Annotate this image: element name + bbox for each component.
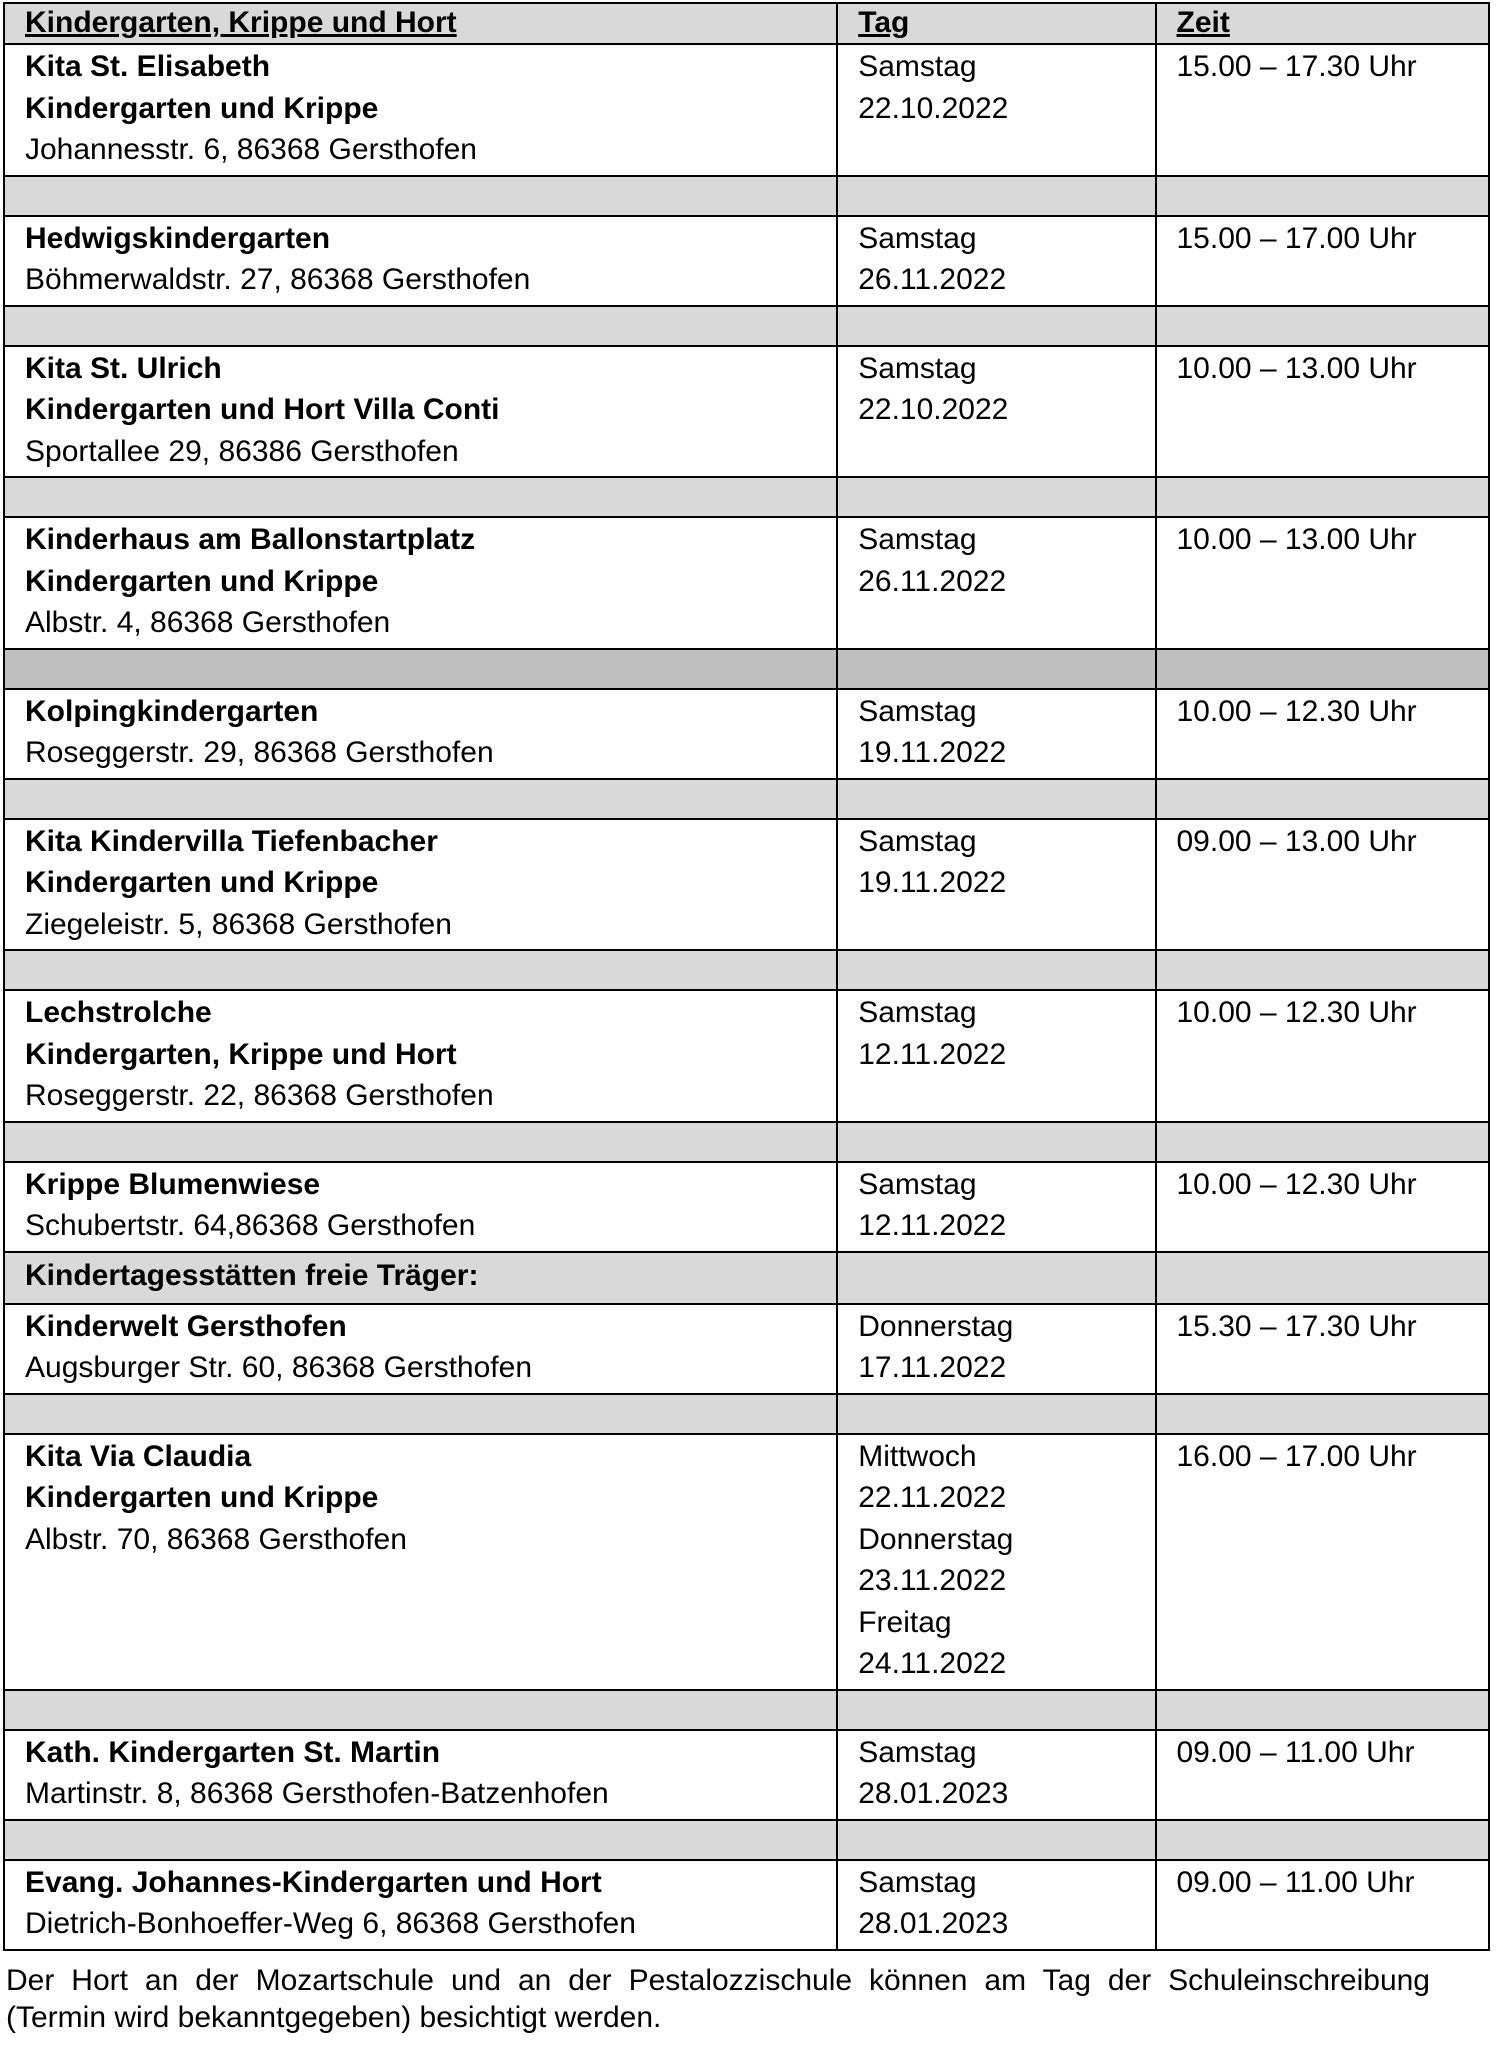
institution-address: Böhmerwaldstr. 27, 86368 Gersthofen — [25, 263, 531, 296]
footnote — [6, 1962, 1430, 2036]
institution-name: Kita St. Elisabeth — [25, 50, 271, 83]
weekday: Samstag — [858, 221, 977, 255]
institution-name: Kinderhaus am Ballonstartplatz — [25, 523, 476, 556]
schedule-table — [3, 2, 1490, 1951]
institution-row — [4, 1304, 1489, 1394]
day-cell — [837, 44, 1155, 176]
spacer-cell — [1156, 1394, 1490, 1434]
spacer-cell — [837, 477, 1155, 517]
weekday: Donnerstag — [858, 1522, 1014, 1556]
section-empty-cell — [837, 1252, 1155, 1304]
spacer-cell — [4, 1690, 837, 1730]
institution-cell — [4, 1434, 837, 1690]
spacer-cell — [4, 176, 837, 216]
time-cell: 09.00 – 13.00 Uhr — [1156, 819, 1490, 951]
institution-name: Kita Via Claudia — [25, 1439, 252, 1473]
institution-type: Kindergarten und Krippe — [25, 1481, 379, 1514]
section-heading: Kindertagesstätten freie Träger: — [4, 1252, 837, 1304]
institution-address: Roseggerstr. 22, 86368 Gersthofen — [25, 1079, 494, 1112]
institution-name: Kolpingkindergarten — [25, 694, 319, 728]
spacer-cell — [4, 1820, 837, 1860]
header-day: Tag — [837, 3, 1155, 44]
spacer-row — [4, 1820, 1489, 1860]
spacer-cell — [1156, 1820, 1490, 1860]
institution-cell — [4, 1860, 837, 1950]
spacer-row — [4, 176, 1489, 216]
institution-row — [4, 216, 1489, 306]
institution-address: Roseggerstr. 29, 86368 Gersthofen — [25, 736, 494, 769]
date: 24.11.2022 — [858, 1647, 1007, 1680]
date: 12.11.2022 — [858, 1209, 1007, 1242]
institution-name: Kinderwelt Gersthofen — [25, 1309, 347, 1343]
date: 17.11.2022 — [858, 1351, 1007, 1384]
day-cell — [837, 1860, 1155, 1950]
spacer-cell — [4, 779, 837, 819]
institution-row — [4, 44, 1489, 176]
day-cell — [837, 689, 1155, 779]
date: 19.11.2022 — [858, 736, 1007, 769]
time-cell: 15.00 – 17.30 Uhr — [1156, 44, 1490, 176]
institution-address: Johannesstr. 6, 86368 Gersthofen — [25, 133, 477, 166]
spacer-cell — [837, 306, 1155, 346]
spacer-row — [4, 1394, 1489, 1434]
spacer-cell — [1156, 1122, 1490, 1162]
time-cell: 15.30 – 17.30 Uhr — [1156, 1304, 1490, 1394]
spacer-cell — [837, 1394, 1155, 1434]
footnote-line-1: Der Hort an der Mozartschule und an der Pestalozzischule können am Tag der Schuleinschreibung — [6, 1964, 1430, 1997]
institution-cell — [4, 517, 837, 649]
institution-type: Kindergarten, Krippe und Hort — [25, 1037, 457, 1071]
date: 26.11.2022 — [858, 263, 1007, 296]
footnote-line-2: (Termin wird bekanntgegeben) besichtigt werden. — [6, 2001, 662, 2034]
date: 22.10.2022 — [858, 393, 1009, 426]
institution-row — [4, 1162, 1489, 1252]
institution-cell — [4, 1162, 837, 1252]
day-cell — [837, 990, 1155, 1122]
time-cell: 15.00 – 17.00 Uhr — [1156, 216, 1490, 306]
institution-address: Augsburger Str. 60, 86368 Gersthofen — [25, 1351, 532, 1384]
institution-cell — [4, 216, 837, 306]
institution-row — [4, 517, 1489, 649]
institution-address: Dietrich-Bonhoeffer-Weg 6, 86368 Gersthofen — [25, 1907, 636, 1940]
date: 19.11.2022 — [858, 866, 1007, 899]
spacer-row — [4, 649, 1489, 689]
institution-address: Ziegeleistr. 5, 86368 Gersthofen — [25, 907, 452, 941]
spacer-cell — [4, 649, 837, 689]
spacer-row — [4, 950, 1489, 990]
table-header-row — [4, 3, 1489, 44]
spacer-cell — [1156, 779, 1490, 819]
date: 22.10.2022 — [858, 91, 1009, 125]
day-cell — [837, 346, 1155, 478]
spacer-cell — [837, 649, 1155, 689]
institution-address: Albstr. 70, 86368 Gersthofen — [25, 1522, 407, 1556]
institution-name: Evang. Johannes-Kindergarten und Hort — [25, 1865, 602, 1899]
day-cell — [837, 1162, 1155, 1252]
section-empty-cell — [1156, 1252, 1490, 1304]
institution-address: Albstr. 4, 86368 Gersthofen — [25, 606, 391, 639]
institution-address: Sportallee 29, 86386 Gersthofen — [25, 434, 459, 468]
spacer-cell — [1156, 306, 1490, 346]
header-time: Zeit — [1156, 3, 1490, 44]
institution-type: Kindergarten und Krippe — [25, 866, 379, 899]
spacer-cell — [1156, 477, 1490, 517]
spacer-cell — [1156, 176, 1490, 216]
institution-name: Krippe Blumenwiese — [25, 1167, 321, 1201]
spacer-cell — [1156, 1690, 1490, 1730]
institution-name: Hedwigskindergarten — [25, 221, 331, 255]
institution-row — [4, 819, 1489, 951]
spacer-cell — [837, 1690, 1155, 1730]
weekday: Samstag — [858, 523, 977, 556]
spacer-cell — [4, 1122, 837, 1162]
time-cell: 10.00 – 13.00 Uhr — [1156, 517, 1490, 649]
weekday: Samstag — [858, 694, 977, 728]
institution-cell — [4, 819, 837, 951]
institution-row — [4, 1730, 1489, 1820]
institution-name: Kita Kindervilla Tiefenbacher — [25, 824, 438, 858]
spacer-cell — [837, 950, 1155, 990]
time-cell: 16.00 – 17.00 Uhr — [1156, 1434, 1490, 1690]
weekday: Samstag — [858, 1865, 977, 1899]
spacer-cell — [837, 1122, 1155, 1162]
institution-name: Kath. Kindergarten St. Martin — [25, 1735, 441, 1769]
institution-cell — [4, 44, 837, 176]
date: 26.11.2022 — [858, 564, 1007, 598]
institution-type: Kindergarten und Krippe — [25, 91, 379, 125]
institution-type: Kindergarten und Krippe — [25, 564, 379, 598]
institution-type: Kindergarten und Hort Villa Conti — [25, 393, 500, 426]
time-cell: 10.00 – 12.30 Uhr — [1156, 990, 1490, 1122]
spacer-row — [4, 779, 1489, 819]
day-cell — [837, 216, 1155, 306]
institution-cell — [4, 1730, 837, 1820]
day-cell — [837, 1304, 1155, 1394]
date: 28.01.2023 — [858, 1777, 1009, 1810]
spacer-row — [4, 1690, 1489, 1730]
header-institution: Kindergarten, Krippe und Hort — [4, 3, 837, 44]
institution-row — [4, 1434, 1489, 1690]
spacer-cell — [837, 779, 1155, 819]
time-cell: 09.00 – 11.00 Uhr — [1156, 1860, 1490, 1950]
time-cell: 09.00 – 11.00 Uhr — [1156, 1730, 1490, 1820]
weekday: Freitag — [858, 1605, 952, 1639]
institution-cell — [4, 990, 837, 1122]
weekday: Donnerstag — [858, 1309, 1014, 1343]
institution-name: Lechstrolche — [25, 996, 212, 1029]
day-cell — [837, 1434, 1155, 1690]
spacer-row — [4, 306, 1489, 346]
date: 28.01.2023 — [858, 1907, 1009, 1940]
spacer-cell — [4, 306, 837, 346]
spacer-cell — [837, 1820, 1155, 1860]
day-cell — [837, 517, 1155, 649]
weekday: Samstag — [858, 50, 977, 83]
institution-name: Kita St. Ulrich — [25, 351, 222, 385]
weekday: Samstag — [858, 824, 977, 858]
day-cell — [837, 819, 1155, 951]
institution-row — [4, 346, 1489, 478]
weekday: Samstag — [858, 996, 977, 1029]
date: 22.11.2022 — [858, 1481, 1007, 1514]
time-cell: 10.00 – 12.30 Uhr — [1156, 689, 1490, 779]
institution-row — [4, 689, 1489, 779]
spacer-cell — [837, 176, 1155, 216]
spacer-cell — [4, 1394, 837, 1434]
institution-row — [4, 990, 1489, 1122]
date: 12.11.2022 — [858, 1037, 1007, 1071]
day-cell — [837, 1730, 1155, 1820]
spacer-cell — [1156, 649, 1490, 689]
section-heading-row — [4, 1252, 1489, 1304]
date: 23.11.2022 — [858, 1564, 1007, 1597]
spacer-cell — [1156, 950, 1490, 990]
spacer-cell — [4, 477, 837, 517]
institution-address: Schubertstr. 64,86368 Gersthofen — [25, 1209, 476, 1242]
spacer-cell — [4, 950, 837, 990]
weekday: Samstag — [858, 1167, 977, 1201]
time-cell: 10.00 – 12.30 Uhr — [1156, 1162, 1490, 1252]
institution-cell — [4, 346, 837, 478]
weekday: Samstag — [858, 351, 977, 385]
institution-address: Martinstr. 8, 86368 Gersthofen-Batzenhofen — [25, 1777, 609, 1810]
institution-cell — [4, 1304, 837, 1394]
spacer-row — [4, 1122, 1489, 1162]
institution-cell — [4, 689, 837, 779]
time-cell: 10.00 – 13.00 Uhr — [1156, 346, 1490, 478]
spacer-row — [4, 477, 1489, 517]
institution-row — [4, 1860, 1489, 1950]
weekday: Samstag — [858, 1735, 977, 1769]
weekday: Mittwoch — [858, 1439, 977, 1473]
